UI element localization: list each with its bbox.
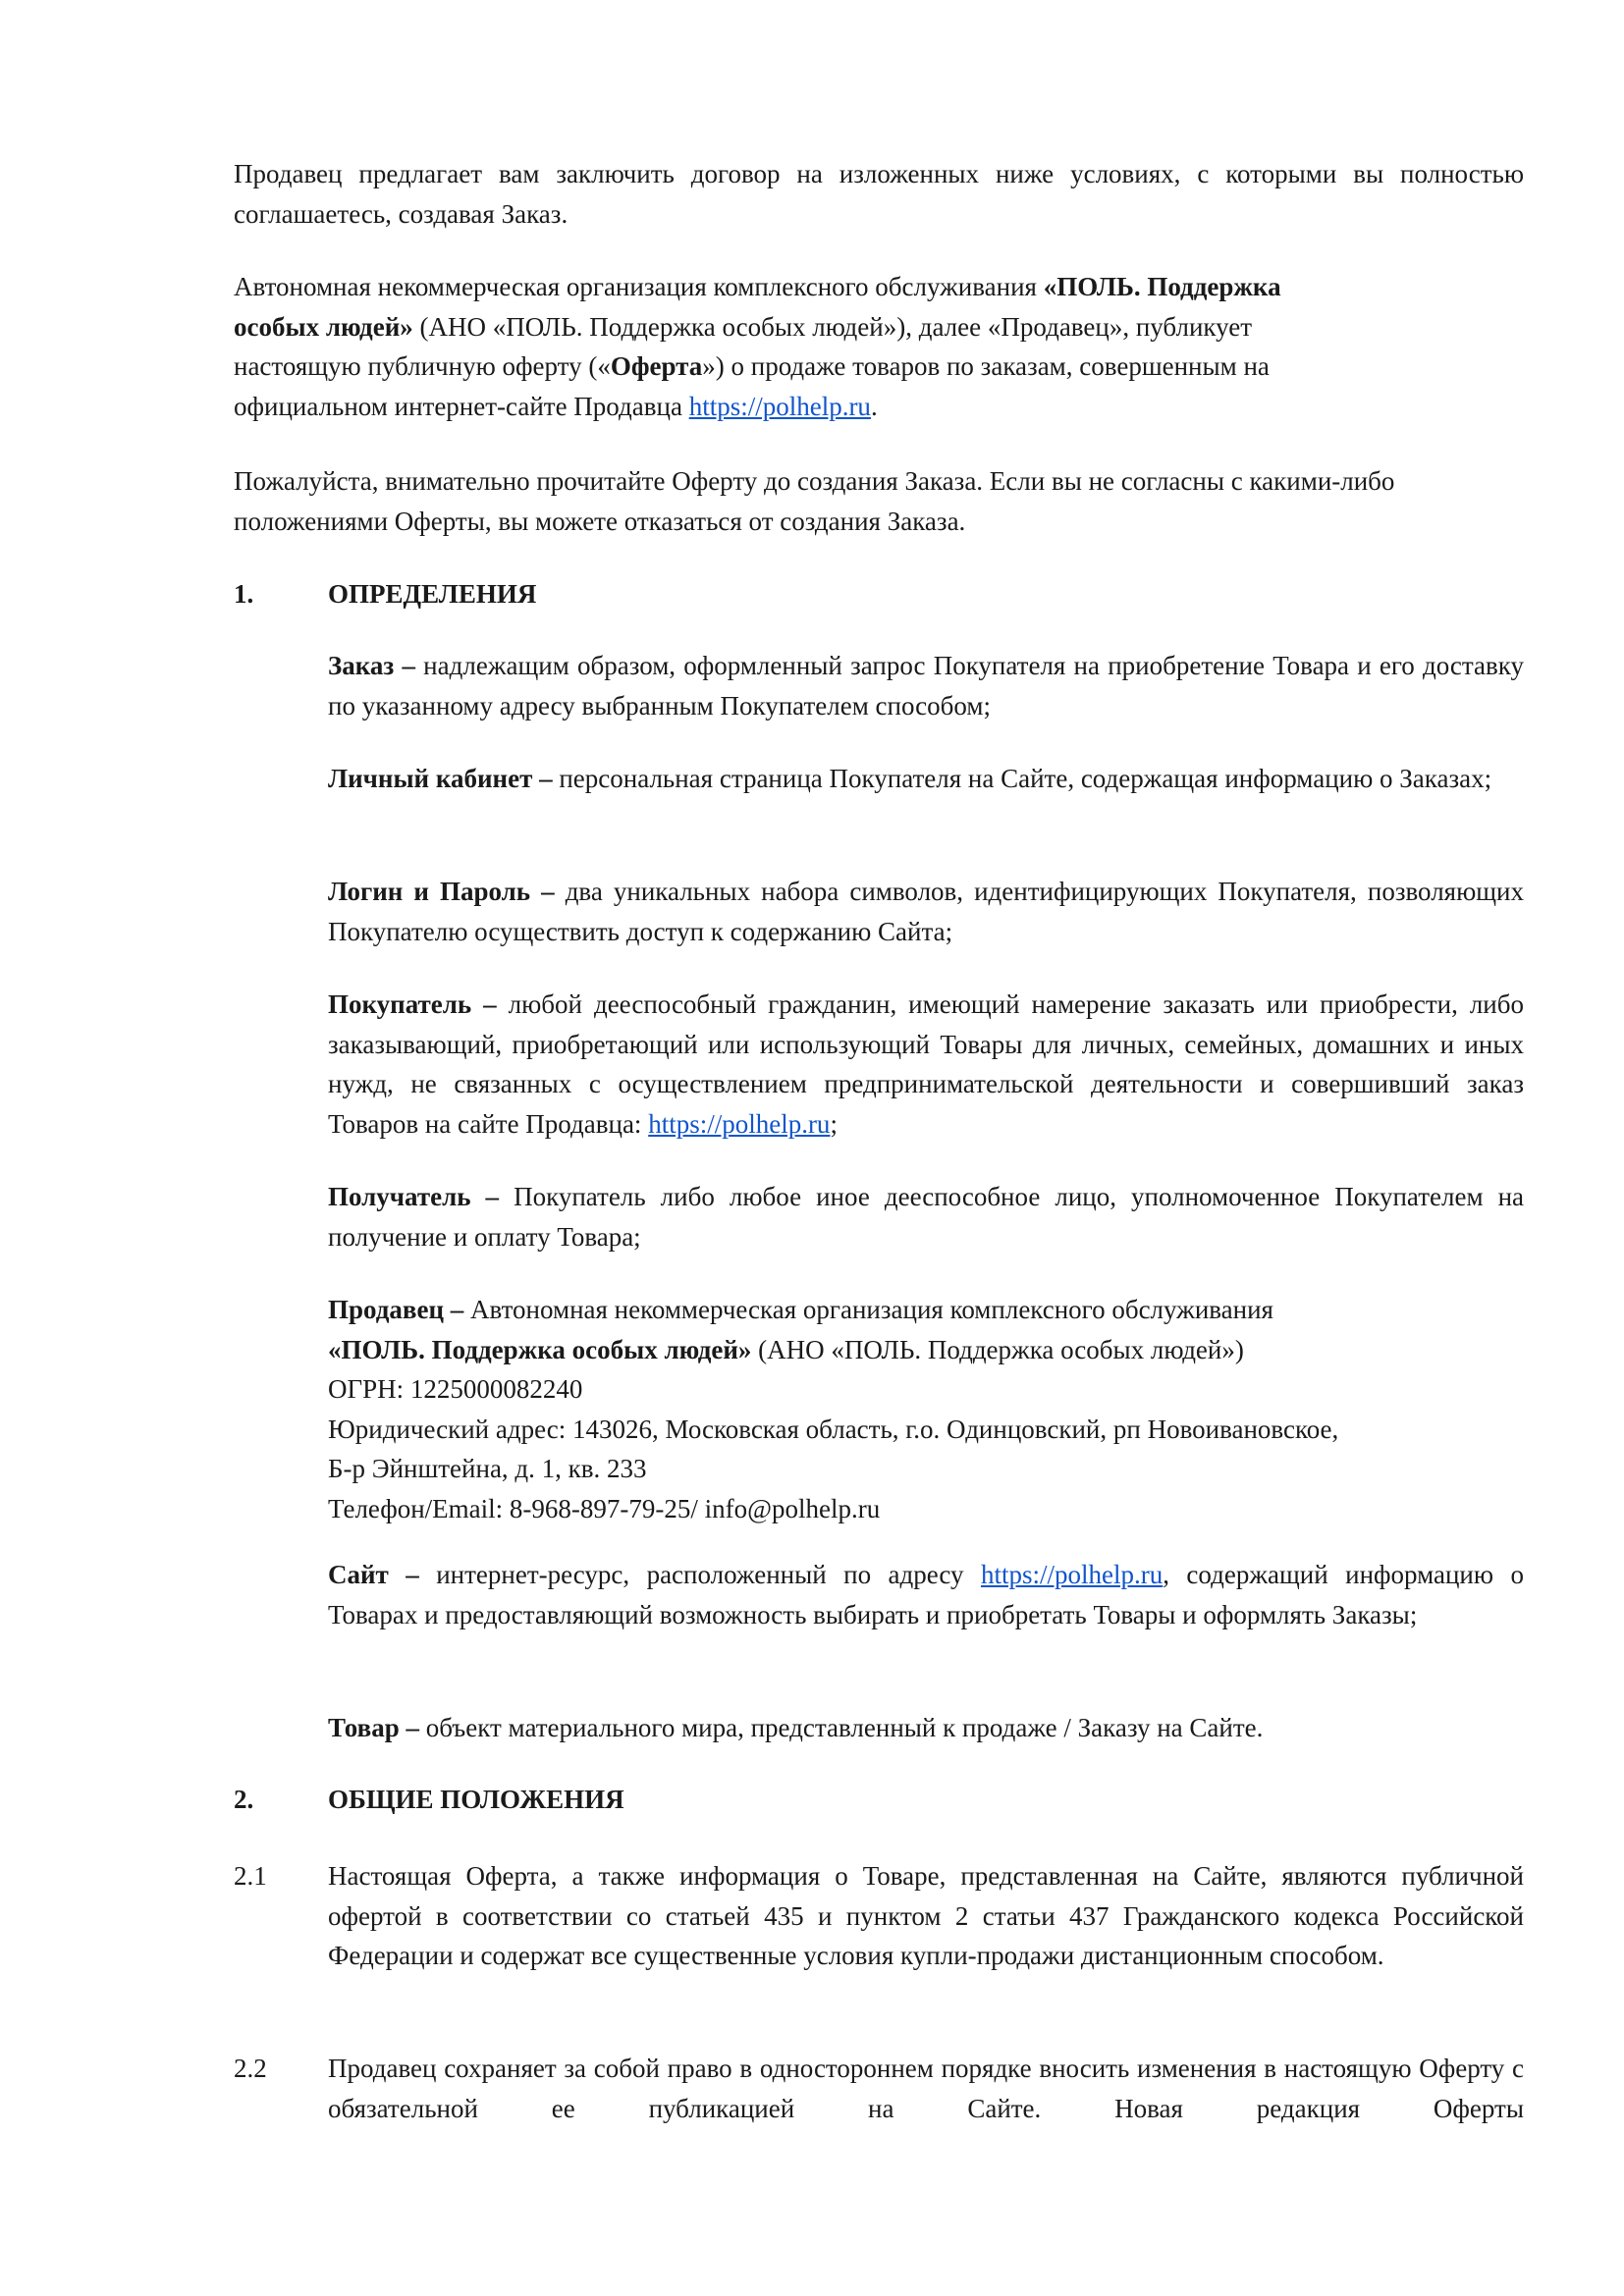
seller-address-line-2: Б-р Эйнштейна, д. 1, кв. 233 [328, 1454, 647, 1483]
definition-text: объект материального мира, представленный к продаже / Заказу на Сайте. [418, 1713, 1264, 1742]
section-1-number: 1. [234, 579, 254, 609]
section-1-title: ОПРЕДЕЛЕНИЯ [328, 579, 537, 609]
definition-term: Заказ – [328, 651, 415, 680]
org-name-bold-cont: особых людей» [234, 311, 413, 342]
definition-term: Получатель – [328, 1182, 500, 1211]
definition-buyer [328, 985, 1524, 1144]
clause-2-2-text: Продавец сохраняет за собой право в одностороннем порядке вносить изменения в настоящую Оферту с обязательной ее публикацией на Сайте. Новая редакция Оферты [328, 2054, 1524, 2123]
definition-text: , содержащий информацию о Товарах и предоставляющий возможность выбирать и приобретать Товары и оформлять Заказы; [328, 1560, 1524, 1629]
definition-text: любой дееспособный гражданин, имеющий намерение заказать или приобрести, либо заказывающий, приобретающий или использующий Товары для личных, семейных, домашних и иных нужд, не связанных с осуществлением предпринимательской деятельности и совершивший заказ Товаров на сайте Продавца: [328, 989, 1524, 1139]
definition-site [328, 1555, 1524, 1634]
clause-2-1-number: 2.1 [234, 1861, 267, 1891]
definition-text: Покупатель либо любое иное дееспособное лицо, уполномоченное Покупателем на получение и оплату Товара; [328, 1182, 1524, 1252]
definition-term: Логин и Пароль – [328, 877, 555, 906]
seller-name-bold: «ПОЛЬ. Поддержка особых людей» [328, 1334, 752, 1364]
intro-paragraph-2 [234, 267, 1524, 426]
definition-recipient [328, 1177, 1524, 1256]
definition-term: Продавец – [328, 1295, 464, 1324]
seller-contacts: Телефон/Email: 8-968-897-79-25/ info@polhelp.ru [328, 1493, 881, 1523]
intro-p2-text: ») о продаже товаров по заказам, совершенным на [702, 351, 1270, 381]
clause-2-2-number: 2.2 [234, 2054, 267, 2083]
definition-goods [328, 1708, 1524, 1748]
definition-text: ; [830, 1108, 838, 1139]
definition-text: интернет-ресурс, расположенный по адресу [418, 1560, 981, 1589]
site-link[interactable]: https://polhelp.ru [648, 1108, 831, 1139]
definition-text: персональная страница Покупателя на Сайте, содержащая информацию о Заказах; [552, 764, 1492, 793]
definition-text: надлежащим образом, оформленный запрос Покупателя на приобретение Товара и его доставку по указанному адресу выбранным Покупателем способом; [328, 651, 1525, 721]
definition-order [328, 646, 1524, 725]
definition-personal-account [328, 759, 1524, 799]
org-name-bold: «ПОЛЬ. Поддержка [1043, 272, 1281, 301]
section-2-number: 2. [234, 1785, 254, 1814]
definition-seller [328, 1290, 1524, 1528]
seller-ogrn: ОГРН: 1225000082240 [328, 1374, 583, 1404]
site-link[interactable]: https://polhelp.ru [980, 1560, 1164, 1589]
definition-login-password [328, 872, 1524, 951]
site-link[interactable]: https://polhelp.ru [688, 391, 871, 421]
definition-text: Автономная некоммерческая организация комплексного обслуживания [463, 1295, 1273, 1324]
definition-term: Сайт – [328, 1560, 419, 1589]
intro-p2-text: . [870, 391, 878, 421]
intro-paragraph-3: Пожалуйста, внимательно прочитайте Оферту до создания Заказа. Если вы не согласны с какими-либо положениями Оферты, вы можете отказаться от создания Заказа. [234, 466, 1395, 536]
definition-text: два уникальных набора символов, идентифицирующих Покупателя, позволяющих Покупателю осуществить доступ к содержанию Сайта; [328, 877, 1524, 946]
section-2-title: ОБЩИЕ ПОЛОЖЕНИЯ [328, 1785, 624, 1814]
clause-2-1-text: Настоящая Оферта, а также информация о Товаре, представленная на Сайте, являются публичной офертой в соответствии со статьей 435 и пунктом 2 статьи 437 Гражданского кодекса Российской Федерации и содержат все существенные условия купли-продажи дистанционным способом. [328, 1861, 1524, 1970]
definition-term: Покупатель – [328, 989, 497, 1019]
intro-p2-text: настоящую публичную оферту (« [234, 351, 611, 381]
intro-paragraph-1: Продавец предлагает вам заключить договор на изложенных ниже условиях, с которыми вы полностью соглашаетесь, создавая Заказ. [234, 159, 1524, 229]
intro-p2-text: официальном интернет-сайте Продавца [234, 391, 689, 421]
intro-p2-text: Автономная некоммерческая организация комплексного обслуживания [234, 272, 1044, 301]
definition-text: (АНО «ПОЛЬ. Поддержка особых людей») [751, 1334, 1244, 1364]
definition-term: Товар – [328, 1713, 419, 1742]
intro-p2-text: (АНО «ПОЛЬ. Поддержка особых людей»), далее «Продавец», публикует [412, 311, 1253, 342]
definition-term: Личный кабинет – [328, 764, 553, 793]
oferta-bold: Оферта [610, 351, 703, 381]
seller-address-line-1: Юридический адрес: 143026, Московская область, г.о. Одинцовский, рп Новоивановское, [328, 1414, 1339, 1444]
